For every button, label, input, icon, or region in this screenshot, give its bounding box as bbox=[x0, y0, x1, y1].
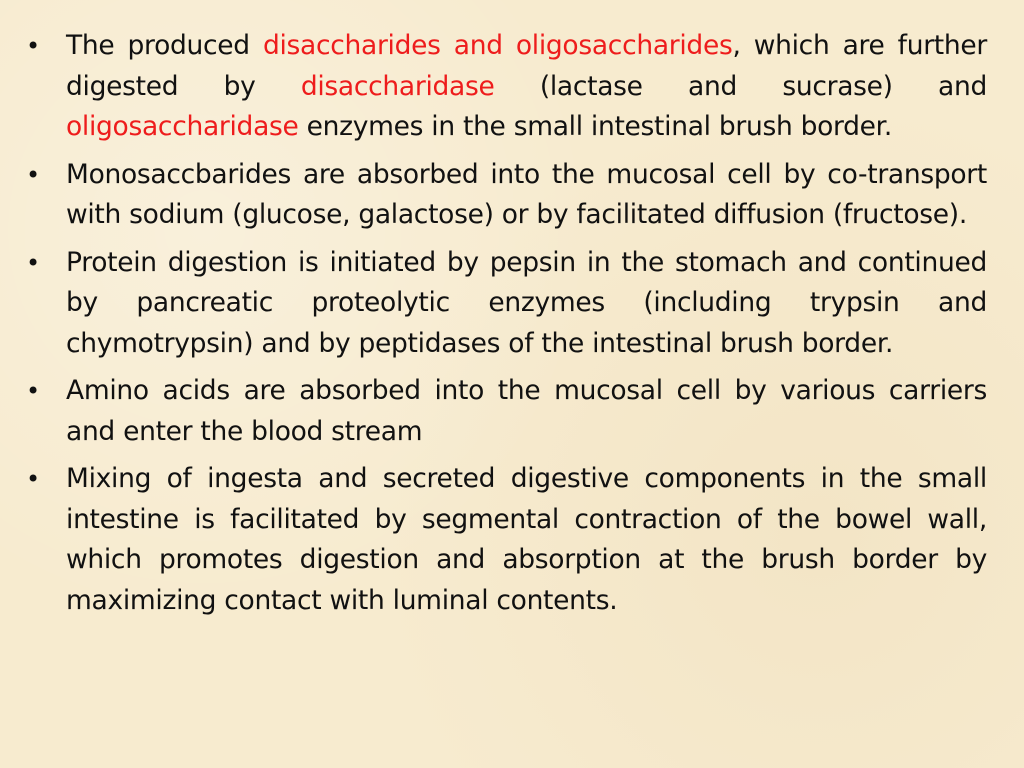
text-segment: , which are further digested by bbox=[66, 30, 987, 102]
bullet-list bbox=[26, 26, 987, 628]
highlighted-term: disaccharides and oligosaccharides bbox=[262, 30, 733, 61]
bullet-dot-icon: • bbox=[26, 377, 40, 405]
bullet-text: Mixing of ingesta and secreted digestive components in the small intestine is facilitated by segmental contraction of the bowel wall, which promotes digestion and absorption at the brush border by maximizing contact with luminal contents. bbox=[66, 463, 987, 616]
bullet-item bbox=[26, 371, 987, 452]
bullet-item bbox=[26, 459, 987, 621]
bullet-item bbox=[26, 155, 987, 236]
text-segment: (lactase and sucrase) and bbox=[494, 70, 987, 102]
bullet-dot-icon: • bbox=[26, 465, 40, 493]
bullet-item bbox=[26, 26, 987, 148]
text-segment: enzymes in the small intestinal brush border. bbox=[298, 111, 892, 142]
text-segment: The produced bbox=[66, 30, 263, 61]
bullet-text: Protein digestion is initiated by pepsin in the stomach and continued by pancreatic proteolytic enzymes (including trypsin and chymotrypsin) and by peptidases of the intestinal brush border. bbox=[66, 246, 987, 359]
bullet-dot-icon: • bbox=[26, 248, 40, 277]
bullet-text: Monosaccbarides are absorbed into the mucosal cell by co-transport with sodium (glucose, galactose) or by facilitated diffusion (fructose). bbox=[66, 158, 987, 230]
highlighted-term: disaccharidase bbox=[300, 70, 495, 102]
highlighted-term: oligosaccharidase bbox=[66, 111, 299, 142]
bullet-item bbox=[26, 243, 987, 365]
bullet-dot-icon: • bbox=[26, 160, 40, 189]
bullet-text: Amino acids are absorbed into the mucosal cell by various carriers and enter the blood stream bbox=[66, 375, 987, 447]
bullet-text bbox=[66, 30, 987, 142]
bullet-dot-icon: • bbox=[26, 32, 40, 60]
